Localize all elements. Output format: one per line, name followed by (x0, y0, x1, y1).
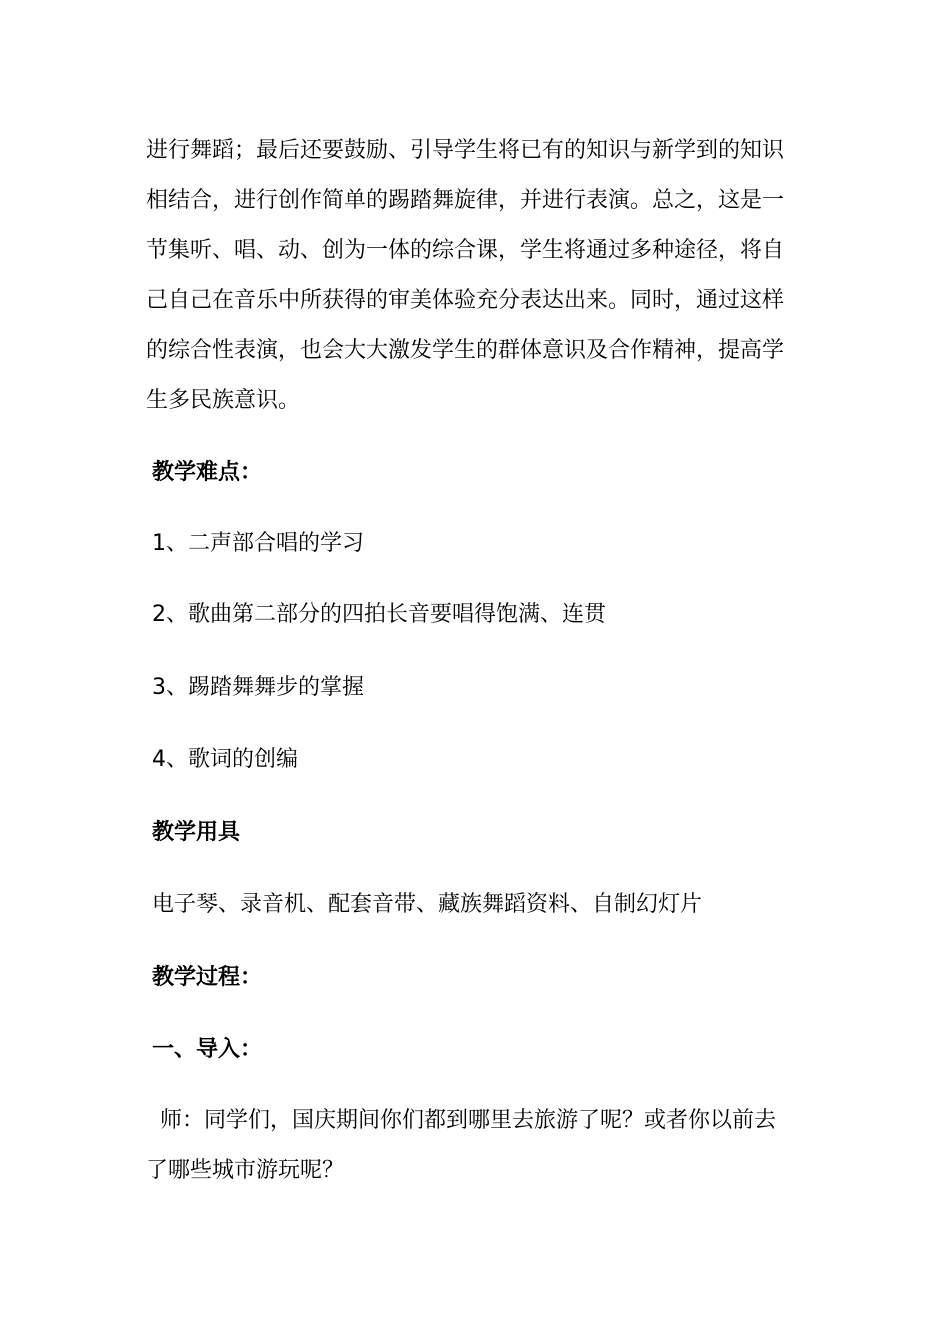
difficulty-item: 1、二声部合唱的学习 (152, 531, 364, 556)
intro-line: 的综合性表演，也会大大激发学生的群体意识及合作精神，提高学 (146, 338, 785, 363)
teacher-line: 了哪些城市游玩呢？ (146, 1158, 345, 1183)
intro-paragraph (146, 126, 806, 426)
intro-line: 己自己在音乐中所获得的审美体验充分表达出来。同时，通过这样 (146, 288, 785, 313)
teacher-paragraph (146, 1096, 806, 1196)
tools-heading: 教学用具 (152, 820, 241, 845)
intro-line: 生多民族意识。 (146, 388, 301, 413)
difficulty-item: 4、歌词的创编 (152, 747, 298, 772)
intro-line: 相结合，进行创作简单的踢踏舞旋律，并进行表演。总之，这是一 (146, 188, 785, 213)
difficulties-heading: 教学难点： (152, 460, 263, 485)
section-heading: 一、导入： (152, 1037, 263, 1062)
tools-text: 电子琴、录音机、配套音带、藏族舞蹈资料、自制幻灯片 (152, 892, 703, 917)
difficulty-item: 3、踢踏舞舞步的掌握 (152, 675, 364, 700)
teacher-line: 师：同学们，国庆期间你们都到哪里去旅游了呢？或者你以前去 (146, 1108, 776, 1133)
intro-line: 节集听、唱、动、创为一体的综合课，学生将通过多种途径，将自 (146, 238, 785, 263)
process-heading: 教学过程： (152, 965, 263, 990)
difficulty-item: 2、歌曲第二部分的四拍长音要唱得饱满、连贯 (152, 602, 606, 627)
intro-line: 进行舞蹈；最后还要鼓励、引导学生将已有的知识与新学到的知识 (146, 138, 785, 163)
